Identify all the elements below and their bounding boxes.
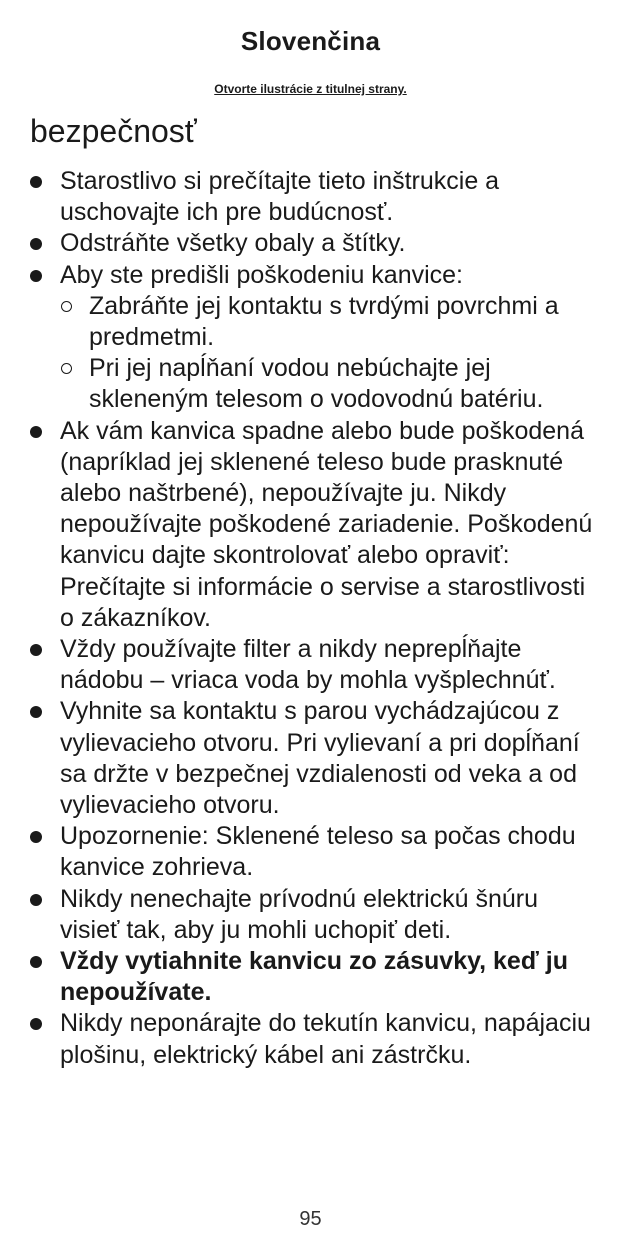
bullet-text: Ak vám kanvica spadne alebo bude poškodená (napríklad jej sklenené teleso bude prasknuté alebo naštrbené), nepoužívajte ju. Nikdy nepoužívajte poškodené zariadenie. Poškodenú kanvicu dajte skontrolovať alebo opraviť: Prečítajte si informácie o servise a starostlivosti o zákazníkov.: [60, 416, 593, 632]
bullet-text: Vždy používajte filter a nikdy neprepĺňajte nádobu – vriaca voda by mohla vyšplechnúť.: [60, 635, 556, 695]
sub-bullet-item: [60, 291, 597, 353]
bullet-item: [0, 696, 621, 821]
subtitle-instruction: Otvorte ilustrácie z titulnej strany.: [214, 82, 407, 96]
bullet-item: [0, 884, 621, 946]
hollow-circle-icon: [61, 301, 72, 312]
bullet-dot-icon: [30, 238, 42, 250]
bullet-text: Vždy vytiahnite kanvicu zo zásuvky, keď ju nepoužívate.: [60, 947, 568, 1007]
bullet-dot-icon: [30, 1018, 42, 1030]
bullet-dot-icon: [30, 706, 42, 718]
sub-bullet-text: Zabráňte jej kontaktu s tvrdými povrchmi a predmetmi.: [89, 291, 559, 352]
bullet-dot-icon: [30, 831, 42, 843]
bullet-item: [0, 634, 621, 696]
bullet-text: Starostlivo si prečítajte tieto inštrukcie a uschovajte ich pre budúcnosť.: [60, 167, 500, 227]
bullet-text: Vyhnite sa kontaktu s parou vychádzajúcou z vylievacieho otvoru. Pri vylievaní a pri dopĺňaní sa držte v bezpečnej vzdialenosti od veka a od vylievacieho otvoru.: [60, 697, 580, 820]
hollow-circle-icon: [61, 363, 72, 374]
page-number: 95: [299, 1208, 322, 1230]
bullet-dot-icon: [30, 644, 42, 656]
page-title: Slovenčina: [240, 26, 381, 56]
bullet-dot-icon: [30, 270, 42, 282]
bullet-item: [0, 228, 621, 259]
bullet-text: Upozornenie: Sklenené teleso sa počas chodu kanvice zohrieva.: [60, 822, 576, 882]
bullet-item-warning: [0, 946, 621, 1008]
bullet-text: Odstráňte všetky obaly a štítky.: [60, 229, 406, 258]
bullet-item: [0, 1008, 621, 1070]
bullet-text: Nikdy neponárajte do tekutín kanvicu, napájaciu plošinu, elektrický kábel ani zástrčku.: [60, 1009, 591, 1069]
sub-bullet-text: Pri jej napĺňaní vodou nebúchajte jej skleneným telesom o vodovodnú batériu.: [89, 354, 544, 414]
bullet-item: [0, 821, 621, 883]
bullet-item: [0, 416, 621, 634]
bullet-dot-icon: [30, 426, 42, 438]
bullet-text: Aby ste predišli poškodeniu kanvice:: [60, 260, 464, 289]
bullet-item: [0, 260, 621, 416]
safety-bullet-list: [0, 166, 621, 1071]
bullet-text: Nikdy nenechajte prívodnú elektrickú šnúru visieť tak, aby ju mohli uchopiť deti.: [60, 884, 539, 944]
bullet-dot-icon: [30, 956, 42, 968]
bullet-item: [0, 166, 621, 228]
section-heading: bezpečnosť: [30, 113, 197, 149]
sub-bullet-list: [60, 291, 597, 416]
bullet-dot-icon: [30, 176, 42, 188]
bullet-dot-icon: [30, 894, 42, 906]
sub-bullet-item: [60, 353, 597, 415]
